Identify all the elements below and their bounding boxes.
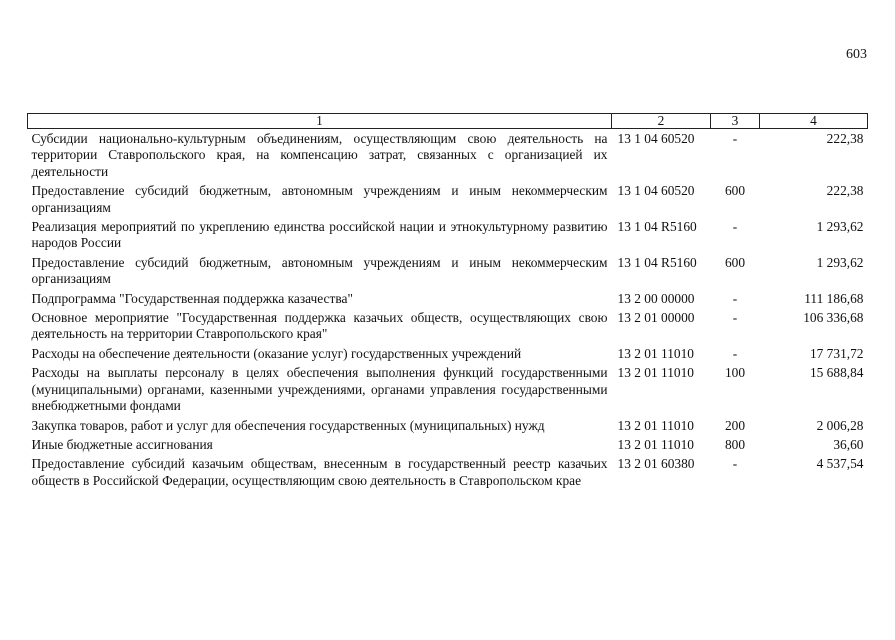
row-amount: 222,38 [826, 131, 864, 146]
row-expense-type: - [732, 219, 738, 235]
table-row [28, 181, 868, 217]
row-name: Основное мероприятие "Государственная поддержка казачьих обществ, осуществляющих свою деятельность на территории Ставропольского края" [31, 310, 608, 342]
table-row [28, 308, 868, 344]
budget-table [27, 113, 868, 490]
header-col-1: 1 [28, 114, 612, 129]
row-code: 13 1 04 60520 [617, 131, 695, 146]
table-row [28, 217, 868, 253]
row-name: Подпрограмма "Государственная поддержка казачества" [31, 290, 353, 306]
row-expense-type: - [732, 310, 738, 326]
page-number: 603 [846, 47, 867, 62]
table-row [28, 129, 868, 182]
row-expense-type: - [732, 456, 738, 472]
row-name: Субсидии национально-культурным объединениям, осуществляющим свою деятельность на территории Ставропольского края, на компенсацию затрат, связанных с организацией их деятельности [31, 131, 608, 179]
row-code: 13 2 00 00000 [617, 290, 695, 306]
table-header [28, 114, 868, 129]
row-code: 13 1 04 R5160 [617, 219, 697, 235]
row-amount: 222,38 [826, 183, 864, 199]
row-expense-type: - [732, 345, 738, 361]
row-name: Закупка товаров, работ и услуг для обеспечения государственных (муниципальных) нужд [31, 417, 545, 433]
row-expense-type: - [732, 131, 738, 146]
row-amount: 2 006,28 [816, 417, 864, 433]
row-expense-type: - [732, 290, 738, 306]
row-expense-type: 800 [724, 436, 746, 452]
table-row [28, 363, 868, 415]
header-col-4: 4 [760, 114, 868, 129]
row-amount: 15 688,84 [809, 365, 864, 381]
header-col-2: 2 [612, 114, 711, 129]
row-code: 13 2 01 11010 [617, 365, 694, 381]
row-amount: 106 336,68 [803, 310, 864, 326]
table-row [28, 289, 868, 308]
header-row [28, 114, 868, 129]
row-code: 13 2 01 11010 [617, 436, 694, 452]
row-code: 13 1 04 R5160 [617, 254, 697, 270]
row-code: 13 2 01 60380 [617, 456, 695, 472]
row-name: Расходы на обеспечение деятельности (оказание услуг) государственных учреждений [31, 345, 522, 361]
row-amount: 1 293,62 [816, 219, 864, 235]
table-row [28, 416, 868, 435]
row-amount: 17 731,72 [809, 345, 864, 361]
row-name: Реализация мероприятий по укреплению единства российской нации и этнокультурному развитию народов России [31, 219, 608, 251]
row-code: 13 2 01 11010 [617, 417, 694, 433]
table-row [28, 454, 868, 490]
row-name: Предоставление субсидий бюджетным, автономным учреждениям и иным некоммерческим организациям [31, 183, 608, 215]
table-row [28, 253, 868, 289]
header-col-3: 3 [711, 114, 760, 129]
row-amount: 36,60 [833, 436, 864, 452]
row-amount: 1 293,62 [816, 254, 864, 270]
table-row [28, 435, 868, 454]
row-expense-type: 100 [724, 365, 746, 381]
row-expense-type: 200 [724, 417, 746, 433]
table-body [28, 129, 868, 491]
row-code: 13 1 04 60520 [617, 183, 695, 199]
row-name: Иные бюджетные ассигнования [31, 436, 213, 452]
row-expense-type: 600 [724, 254, 746, 270]
row-code: 13 2 01 11010 [617, 345, 694, 361]
row-name: Предоставление субсидий казачьим обществам, внесенным в государственный реестр казачьих обществ в Российской Федерации, осуществляющим свою деятельность в Ставропольском крае [31, 456, 608, 488]
row-name: Расходы на выплаты персоналу в целях обеспечения выполнения функций государственными (муниципальными) органами, казенными учреждениями, органами управления государственными внебюджетными фондами [31, 365, 608, 414]
row-expense-type: 600 [724, 183, 746, 199]
table-row [28, 344, 868, 363]
row-amount: 4 537,54 [816, 456, 864, 472]
row-code: 13 2 01 00000 [617, 310, 695, 326]
row-amount: 111 186,68 [804, 290, 864, 306]
row-name: Предоставление субсидий бюджетным, автономным учреждениям и иным некоммерческим организациям [31, 254, 608, 287]
